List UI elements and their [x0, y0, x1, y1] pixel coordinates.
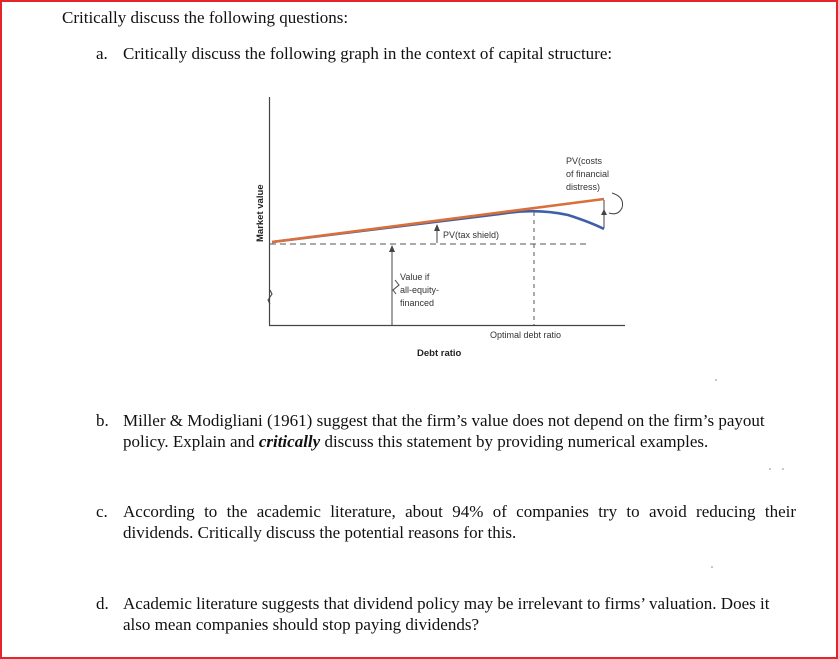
equity-brace [393, 280, 399, 294]
question-text-part: discuss this statement by providing numerical examples. [320, 432, 709, 451]
x-axis-label: Debt ratio [417, 348, 462, 359]
question-letter: a. [96, 44, 108, 63]
equity-label-line2: all-equity- [400, 285, 440, 295]
y-axis-label: Market value [255, 184, 266, 242]
equity-label-line3: financed [400, 298, 435, 308]
scan-speck [711, 566, 713, 568]
scan-speck [782, 468, 784, 470]
costs-label-line2: of financial [566, 169, 610, 179]
question-c [96, 501, 796, 543]
page-heading: Critically discuss the following questions: [62, 8, 349, 27]
tax-shield-arrow-head [434, 224, 440, 231]
question-text: Academic literature suggests that dividend policy may be irrelevant to firms’ valuation. Does it also mean companies should stop paying dividends? [123, 594, 770, 634]
costs-label-line3: distress) [566, 182, 601, 192]
question-letter: d. [96, 594, 109, 613]
question-text: Critically discuss the following graph in the context of capital structure: [123, 44, 613, 63]
equity-arrow-head [389, 245, 395, 252]
scan-speck [769, 468, 771, 470]
question-letter: b. [96, 411, 109, 430]
distress-curl [609, 193, 623, 214]
tax-shield-line [272, 199, 604, 242]
question-text-emphasis: critically [258, 432, 321, 451]
question-d [96, 593, 796, 635]
question-text: According to the academic literature, about 94% of companies try to avoid reducing their dividends. Critically discuss the potential reasons for this. [123, 502, 796, 542]
tax-shield-label: PV(tax shield) [443, 230, 500, 240]
scan-speck [715, 379, 717, 381]
distress-arrow-head [601, 209, 607, 215]
question-letter: c. [96, 502, 108, 521]
optimal-ratio-label: Optimal debt ratio [490, 330, 562, 340]
costs-label-line1: PV(costs [566, 156, 603, 166]
question-text-part: Miller & Modigliani (1961) suggest that the firm’s value does not depend on the firm’s payout policy. Explain and [123, 411, 765, 451]
equity-label-line1: Value if [400, 272, 430, 282]
question-text [123, 410, 796, 452]
question-b [96, 410, 796, 452]
